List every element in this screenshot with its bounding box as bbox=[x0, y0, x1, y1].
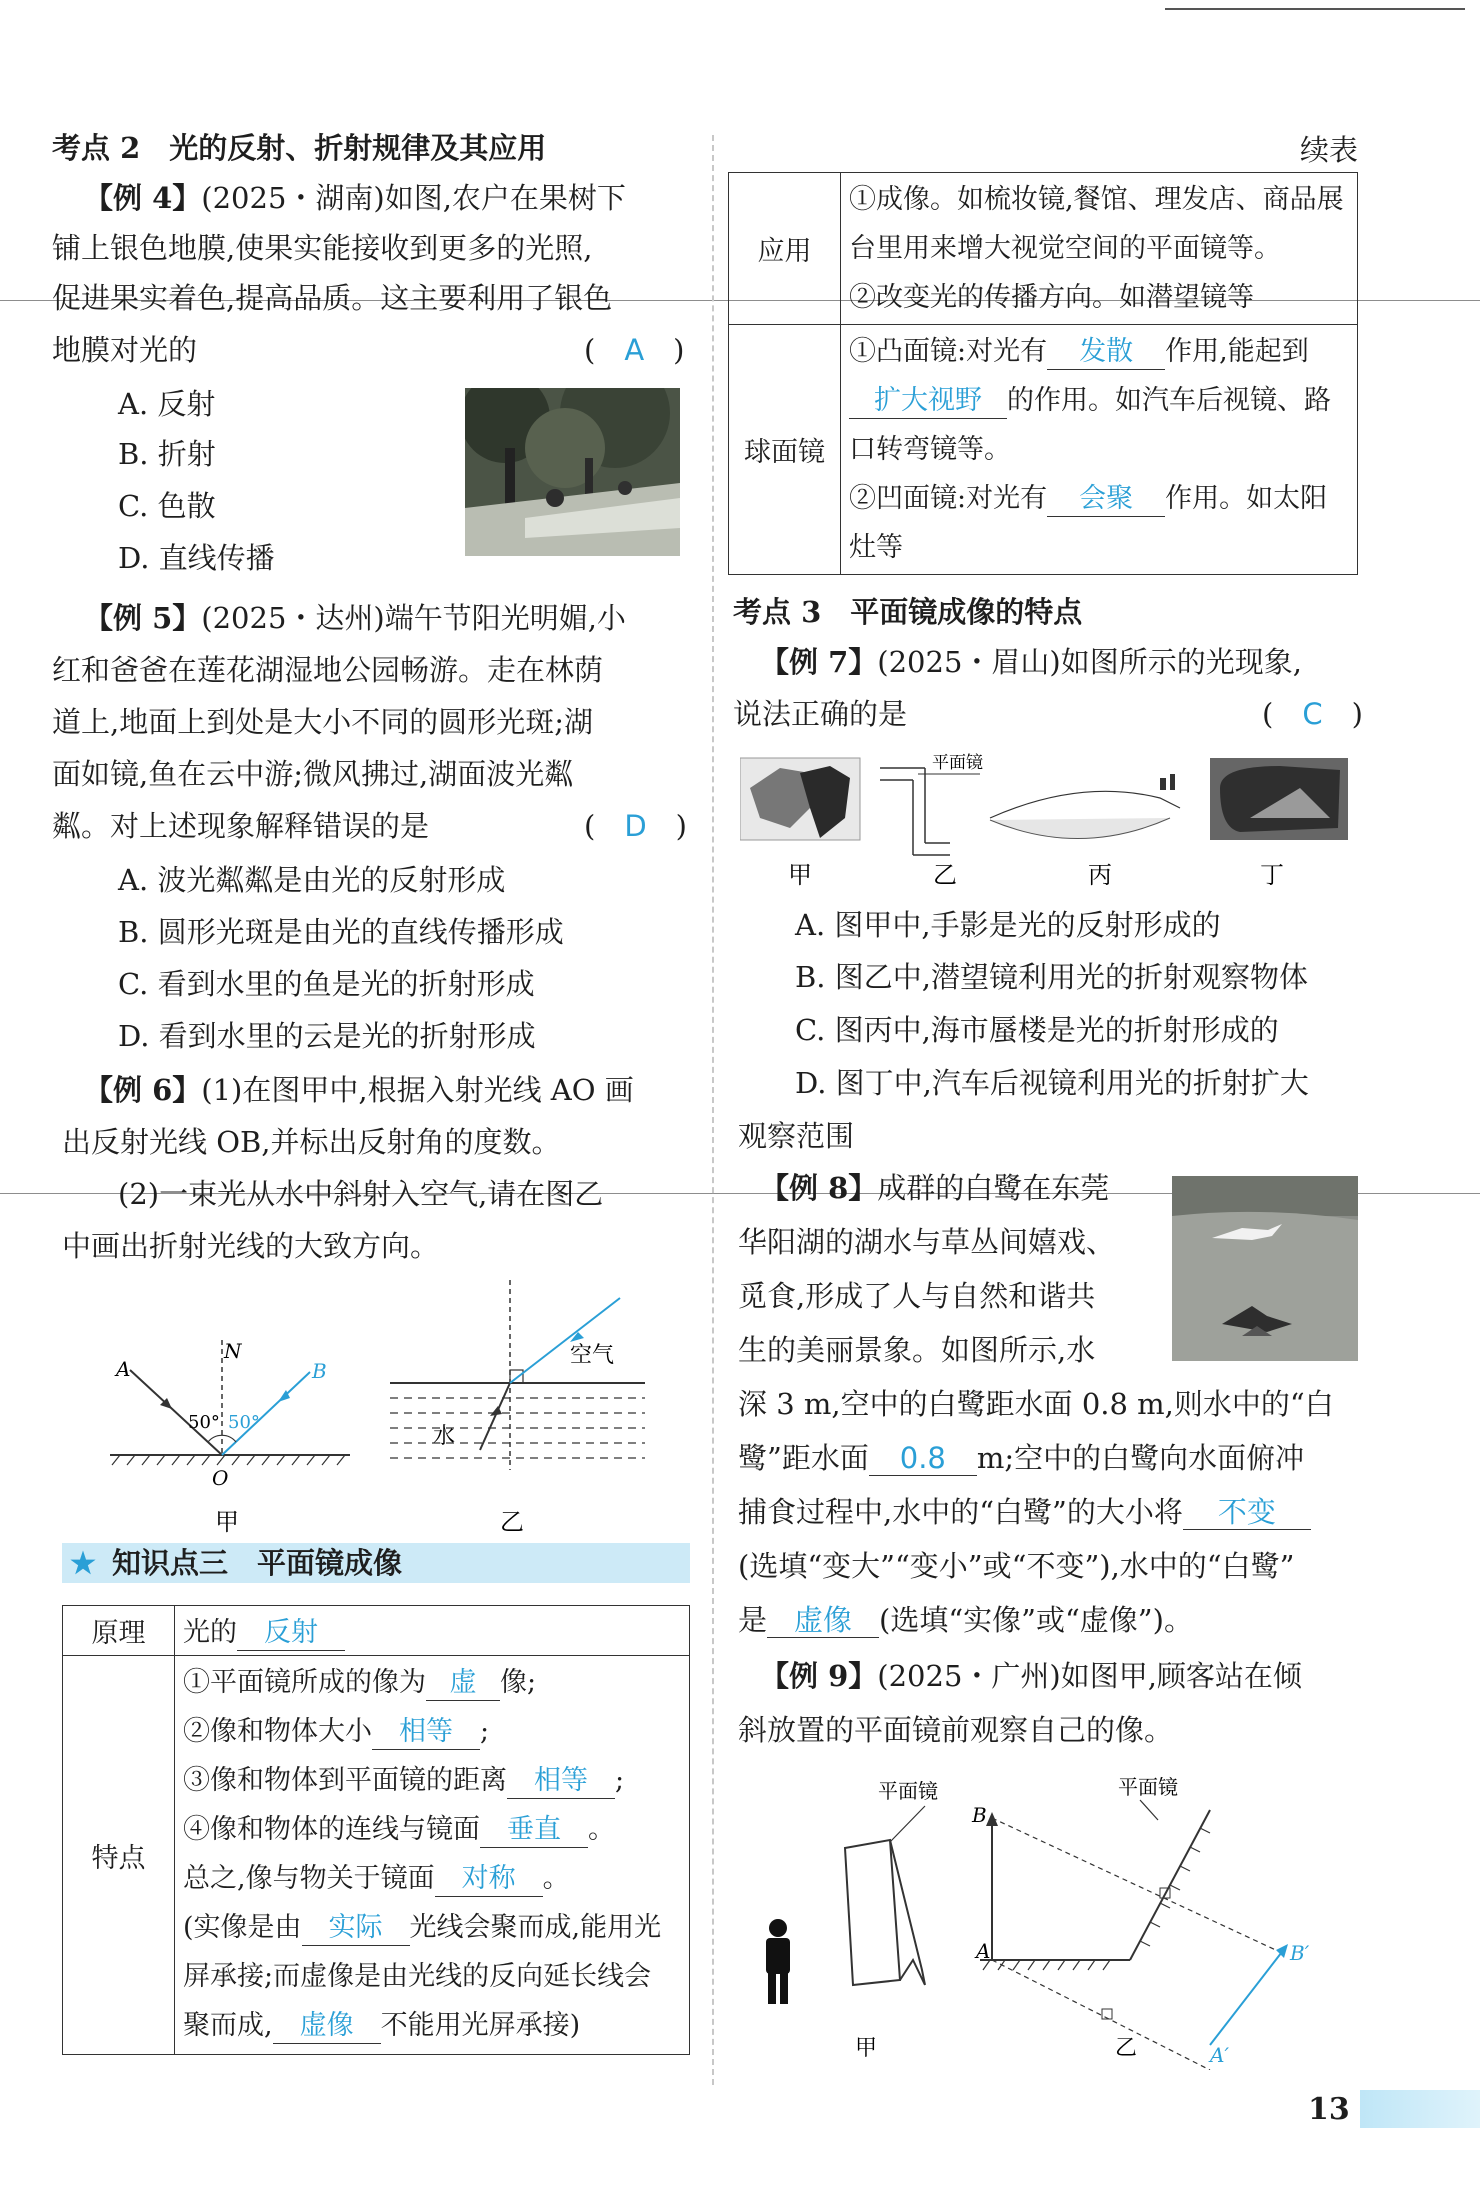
example-5-line-3: 道上,地面上到处是大小不同的圆形光斑;湖 bbox=[52, 705, 593, 739]
fig-label-water: 水 bbox=[433, 1424, 456, 1449]
convex-blank: 发散 bbox=[1047, 335, 1165, 370]
fig-label-o: O bbox=[212, 1466, 229, 1490]
principle-text: 光的 bbox=[183, 1617, 237, 1648]
image-type-blank: 虚像 bbox=[767, 1603, 879, 1638]
fig-caption-ding: 丁 bbox=[1260, 861, 1284, 889]
continued-label: 续表 bbox=[1300, 133, 1359, 167]
application-label: 应用 bbox=[729, 173, 841, 325]
example-8-line-4: 生的美丽景象。如图所示,水 bbox=[738, 1333, 1096, 1367]
example-7-option-d-cont: 观察范围 bbox=[738, 1119, 855, 1153]
fig-caption-jia: 甲 bbox=[788, 861, 812, 889]
example-9-line-1: 【例 9】(2025・广州)如图甲,顾客站在倾 bbox=[760, 1659, 1302, 1693]
example-4-line-1: 【例 4】(2025・湖南)如图,农户在果树下 bbox=[84, 181, 626, 215]
concave-blank: 会聚 bbox=[1047, 482, 1165, 517]
example-7-figures bbox=[740, 748, 1350, 896]
size-blank: 不变 bbox=[1183, 1495, 1311, 1530]
example-8-line-3: 觅食,形成了人与自然和谐共 bbox=[738, 1279, 1096, 1313]
fig-caption-yi: 乙 bbox=[500, 1508, 524, 1536]
principle-blank: 反射 bbox=[237, 1616, 345, 1651]
fig-angle-reflect: 50° bbox=[228, 1412, 260, 1433]
wider-view-blank: 扩大视野 bbox=[849, 384, 1007, 419]
fig-label-b: B bbox=[972, 1803, 987, 1827]
example-5-line-4: 面如镜,鱼在云中游;微风拂过,湖面波光粼 bbox=[52, 757, 574, 791]
fig-label-a-prime: A′ bbox=[1210, 2043, 1229, 2067]
example-4-line-2: 铺上银色地膜,使果实能接收到更多的光照, bbox=[52, 231, 593, 265]
distance-blank: 0.8 bbox=[869, 1441, 977, 1476]
feature-6-blank: 实际 bbox=[302, 1911, 410, 1946]
feature-8-blank: 虚像 bbox=[273, 2009, 381, 2044]
example-6-line-2: 出反射光线 OB,并标出反射角的度数。 bbox=[62, 1125, 561, 1159]
example-6-line-4: 中画出折射光线的大致方向。 bbox=[62, 1229, 440, 1263]
table-row-application: 应用 ①成像。如梳妆镜,餐馆、理发店、商品展 台里用来增大视觉空间的平面镜等。 ②改变光的传播方向。如潜望镜等 bbox=[729, 173, 1358, 325]
example-7-answer: ( C ) bbox=[1262, 697, 1363, 731]
example-8-line-2: 华阳湖的湖水与草丛间嬉戏、 bbox=[738, 1225, 1116, 1259]
example-9-figure bbox=[740, 1770, 1360, 2070]
example-4-option-c: C. 色散 bbox=[118, 489, 216, 523]
example-7-option-a: A. 图甲中,手影是光的反射形成的 bbox=[795, 908, 1221, 942]
orchard-photo bbox=[465, 388, 680, 556]
example-4-answer: ( A ) bbox=[584, 333, 685, 367]
feature-1-blank: 虚 bbox=[426, 1666, 500, 1701]
example-4-option-d: D. 直线传播 bbox=[118, 541, 275, 575]
feature-4-blank: 垂直 bbox=[480, 1813, 588, 1848]
table-row-features: 特点 ①平面镜所成的像为 虚 像; ②像和物体大小 相等 ; ③像和物体到平面镜的距离 相等 ; ④像和物体的连线与镜面 垂直 。 总之,像与物关于镜面 对称 。 (实像是由 实际 光线会聚而成,能用光 屏承接;而虚像是由光线的反向延长线会 聚而成, 虚像 不能用光屏承接) bbox=[63, 1656, 690, 2055]
example-8-line-5: 深 3 m,空中的白鹭距水面 0.8 m,则水中的“白 bbox=[738, 1387, 1334, 1421]
top-right-rule bbox=[1165, 8, 1465, 10]
example-8-line-9: 是 虚像 (选填“实像”或“虚像”)。 bbox=[738, 1603, 1193, 1637]
example-7-option-d: D. 图丁中,汽车后视镜利用光的折射扩大 bbox=[795, 1066, 1309, 1100]
example-7-line-2: 说法正确的是 bbox=[733, 697, 908, 731]
periscope-mirror-label: 平面镜 bbox=[932, 753, 983, 773]
fig-caption-bing: 丙 bbox=[1088, 861, 1112, 889]
spherical-mirror-label: 球面镜 bbox=[729, 325, 841, 575]
fig-label-a: A bbox=[976, 1939, 991, 1963]
mirror-label-yi: 平面镜 bbox=[1118, 1775, 1178, 1799]
fig-label-a: A bbox=[116, 1357, 131, 1381]
knowledge-point-title: 知识点三 平面镜成像 bbox=[112, 1546, 403, 1580]
table-row-spherical-mirror: 球面镜 ①凸面镜:对光有 发散 作用,能起到 扩大视野 的作用。如汽车后视镜、路 口转弯镜等。 ②凹面镜:对光有 会聚 作用。如太阳 灶等 bbox=[729, 325, 1358, 575]
fig-caption-jia: 甲 bbox=[855, 2036, 878, 2061]
fig-caption-jia: 甲 bbox=[215, 1508, 239, 1536]
feature-5-blank: 对称 bbox=[435, 1862, 543, 1897]
example-7-option-b: B. 图乙中,潜望镜利用光的折射观察物体 bbox=[795, 960, 1308, 994]
example-8-line-7: 捕食过程中,水中的“白鹭”的大小将 不变 bbox=[738, 1492, 1311, 1532]
principle-label: 原理 bbox=[63, 1606, 175, 1656]
example-4-option-b: B. 折射 bbox=[118, 437, 216, 471]
example-5-option-d: D. 看到水里的云是光的折射形成 bbox=[118, 1019, 536, 1053]
fig-label-b-prime: B′ bbox=[1290, 1941, 1310, 1965]
example-5-option-c: C. 看到水里的鱼是光的折射形成 bbox=[118, 967, 535, 1001]
plane-mirror-table bbox=[62, 1605, 690, 2055]
example-7-option-c: C. 图丙中,海市蜃楼是光的折射形成的 bbox=[795, 1013, 1279, 1047]
fig-label-air: 空气 bbox=[570, 1343, 615, 1368]
example-5-line-1: 【例 5】(2025・达州)端午节阳光明媚,小 bbox=[84, 601, 626, 635]
example-9-line-2: 斜放置的平面镜前观察自己的像。 bbox=[738, 1713, 1174, 1747]
applications-table bbox=[728, 172, 1358, 575]
page-number: 13 bbox=[1308, 2092, 1350, 2127]
fig-angle-incident: 50° bbox=[188, 1412, 220, 1433]
example-5-line-2: 红和爸爸在莲花湖湿地公园畅游。走在林荫 bbox=[52, 653, 604, 687]
example-8-line-8: (选填“变大”“变小”或“不变”),水中的“白鹭” bbox=[738, 1549, 1295, 1583]
table-row-principle bbox=[63, 1606, 690, 1656]
example-8-line-1: 【例 8】成群的白鹭在东莞 bbox=[760, 1171, 1110, 1205]
example-4-line-3: 促进果实着色,提高品质。这主要利用了银色 bbox=[52, 281, 613, 315]
fig-caption-yi: 乙 bbox=[933, 861, 957, 889]
example-5-option-b: B. 圆形光斑是由光的直线传播形成 bbox=[118, 915, 564, 949]
feature-3-blank: 相等 bbox=[507, 1764, 615, 1799]
fig-caption-yi: 乙 bbox=[1115, 2036, 1138, 2061]
fig-label-b: B bbox=[312, 1359, 327, 1383]
mirror-label-jia: 平面镜 bbox=[878, 1779, 938, 1803]
egret-photo bbox=[1172, 1176, 1358, 1361]
example-5-answer: ( D ) bbox=[584, 809, 687, 843]
section-title-2: 考点 2 光的反射、折射规律及其应用 bbox=[52, 131, 547, 165]
example-5-option-a: A. 波光粼粼是由光的反射形成 bbox=[118, 863, 506, 897]
column-divider bbox=[712, 135, 714, 2085]
example-6-line-1: 【例 6】(1)在图甲中,根据入射光线 AO 画 bbox=[84, 1073, 634, 1107]
example-6-figure bbox=[100, 1280, 660, 1540]
example-5-line-5: 粼。对上述现象解释错误的是 bbox=[52, 809, 430, 843]
section-title-3: 考点 3 平面镜成像的特点 bbox=[733, 595, 1083, 629]
example-8-line-6: 鹭”距水面 0.8 m;空中的白鹭向水面俯冲 bbox=[738, 1441, 1305, 1475]
feature-label: 特点 bbox=[63, 1656, 175, 2055]
example-6-line-3: (2)一束光从水中斜射入空气,请在图乙 bbox=[118, 1177, 604, 1211]
fig-label-n: N bbox=[224, 1339, 242, 1363]
example-4-option-a: A. 反射 bbox=[118, 387, 216, 421]
page-number-band bbox=[1360, 2090, 1480, 2128]
example-4-line-4: 地膜对光的 bbox=[52, 333, 198, 367]
example-7-line-1: 【例 7】(2025・眉山)如图所示的光现象, bbox=[760, 645, 1302, 679]
feature-2-blank: 相等 bbox=[372, 1715, 480, 1750]
star-icon: ★ bbox=[70, 1546, 96, 1580]
